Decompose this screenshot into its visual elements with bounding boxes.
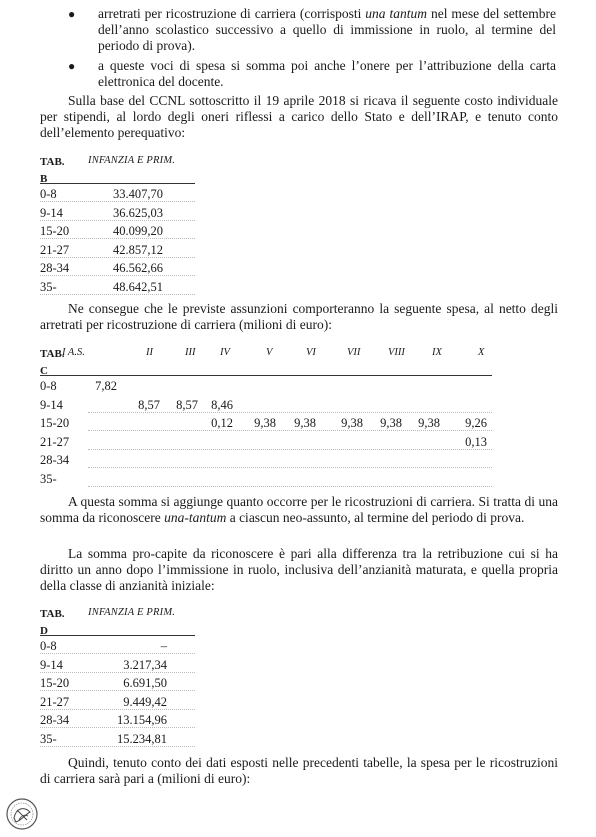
column-header: VIII bbox=[388, 347, 405, 358]
cell-value: 9,38 bbox=[254, 416, 276, 431]
table-row bbox=[40, 223, 195, 241]
table-row bbox=[40, 434, 492, 452]
row-dotted-rule bbox=[40, 746, 195, 747]
column-header: VI bbox=[306, 347, 316, 358]
table-header: TAB. INFANZIA E PRIM. B bbox=[40, 155, 176, 185]
table-row bbox=[40, 675, 195, 693]
table-row bbox=[40, 638, 195, 656]
cell-value: 9,38 bbox=[294, 416, 316, 431]
row-label: 15-20 bbox=[40, 224, 70, 239]
row-dotted-rule bbox=[88, 486, 492, 487]
row-label: 9-14 bbox=[40, 397, 63, 412]
cell-value: 6.691,50 bbox=[123, 676, 167, 691]
row-dotted-rule bbox=[40, 727, 195, 728]
cell-value: 36.625,03 bbox=[113, 205, 163, 220]
table-row bbox=[40, 279, 195, 297]
cell-value: 48.642,51 bbox=[113, 280, 163, 294]
row-dotted-rule bbox=[40, 238, 195, 239]
row-dotted-rule bbox=[40, 294, 195, 295]
cell-value: 13.154,96 bbox=[117, 713, 167, 728]
table-row bbox=[40, 378, 492, 396]
table-row bbox=[40, 657, 195, 675]
row-dotted-rule bbox=[40, 257, 195, 258]
table-row bbox=[40, 397, 492, 415]
table-rule bbox=[40, 375, 492, 376]
table-header: TAB. INFANZIA E PRIM. D bbox=[40, 607, 176, 637]
row-label: 28-34 bbox=[40, 713, 70, 728]
column-header: I A.S. bbox=[62, 347, 85, 358]
row-dotted-rule bbox=[40, 672, 195, 673]
cell-value: 33.407,70 bbox=[113, 187, 163, 201]
row-label: 0-8 bbox=[40, 187, 57, 201]
row-label: 21-27 bbox=[40, 434, 70, 449]
row-dotted-rule bbox=[40, 690, 195, 691]
bullet-icon: ● bbox=[68, 7, 76, 21]
bullet-text: arretrati per ricostruzione di carriera (corrisposti una tantum nel mese del settembre dell’anno scolastico successivo a quello di immissione in ruolo, al termine del periodo di prova). bbox=[98, 6, 556, 53]
cell-value: 9,38 bbox=[341, 416, 363, 431]
row-dotted-rule bbox=[40, 220, 195, 221]
table-row bbox=[40, 694, 195, 712]
row-label: 28-34 bbox=[40, 453, 70, 468]
row-dotted-rule bbox=[40, 275, 195, 276]
row-label: 21-27 bbox=[40, 242, 70, 257]
cell-value: 9,26 bbox=[465, 416, 487, 431]
row-dotted-rule bbox=[88, 430, 492, 431]
table-rule bbox=[40, 635, 195, 636]
column-header: II bbox=[146, 347, 153, 358]
paragraph-spesa-assunzioni: Ne consegue che le previste assunzioni comporteranno la seguente spesa, al netto degli arretrati per ricostruzione di carriera (milioni di euro): bbox=[40, 301, 558, 332]
cell-value: 8,46 bbox=[211, 397, 233, 412]
row-label: 35- bbox=[40, 280, 57, 294]
cell-value: – bbox=[160, 639, 167, 653]
row-label: 35- bbox=[40, 732, 57, 746]
table-row bbox=[40, 242, 195, 260]
bullet-text: a queste voci di spesa si somma poi anche l’onere per l’attribuzione della carta elettronica del docente. bbox=[98, 58, 556, 89]
cell-value: 7,82 bbox=[95, 379, 117, 393]
column-header: III bbox=[185, 347, 196, 358]
cell-value: 40.099,20 bbox=[113, 224, 163, 239]
row-label: 9-14 bbox=[40, 657, 63, 672]
row-dotted-rule bbox=[88, 412, 492, 413]
paragraph-ricostruzioni: A questa somma si aggiunge quanto occorre per le ricostruzioni di carriera. Si tratta di una somma da riconoscere una-tantum a ciascun neo-assunto, al termine del periodo di prova. bbox=[40, 494, 558, 525]
cell-value: 15.234,81 bbox=[117, 732, 167, 746]
cell-value: 0,13 bbox=[465, 434, 487, 449]
row-label: 9-14 bbox=[40, 205, 63, 220]
row-dotted-rule bbox=[40, 653, 195, 654]
row-dotted-rule bbox=[88, 467, 492, 468]
paragraph-spesa-ricostruzioni: Quindi, tenuto conto dei dati esposti nelle precedenti tabelle, la spesa per le ricostruzioni di carriera sarà pari a (milioni di euro): bbox=[40, 755, 558, 786]
paragraph-somma-procapite: La somma pro-capite da riconoscere è pari alla differenza tra la retribuzione cui si ha diritto un anno dopo l’immissione in ruolo, inclusiva dell’anzianità maturata, e quella propria della classe di anzianità iniziale: bbox=[40, 546, 558, 593]
column-header: VII bbox=[347, 347, 361, 358]
table-row bbox=[40, 260, 195, 278]
column-header: IV bbox=[220, 347, 230, 358]
cell-value: 0,12 bbox=[211, 416, 233, 431]
row-label: 15-20 bbox=[40, 416, 70, 431]
cell-value: 8,57 bbox=[138, 397, 160, 412]
paragraph-costo-individuale: Sulla base del CCNL sottoscritto il 19 aprile 2018 si ricava il seguente costo individuale per stipendi, al lordo degli oneri riflessi a carico dello Stato e dell’IRAP, e tenuto conto dell’elemento perequativo: bbox=[40, 93, 558, 140]
table-row bbox=[40, 415, 492, 433]
row-label: 28-34 bbox=[40, 261, 70, 276]
table-row bbox=[40, 471, 492, 489]
official-stamp-icon bbox=[4, 796, 40, 832]
cell-value: 8,57 bbox=[176, 397, 198, 412]
row-label: 21-27 bbox=[40, 694, 70, 709]
row-dotted-rule bbox=[40, 709, 195, 710]
row-label: 0-8 bbox=[40, 639, 57, 653]
column-header: V bbox=[266, 347, 273, 358]
table-row bbox=[40, 452, 492, 470]
row-dotted-rule bbox=[40, 201, 195, 202]
table-rule bbox=[40, 183, 195, 184]
row-label: 15-20 bbox=[40, 676, 70, 691]
cell-value: 46.562,66 bbox=[113, 261, 163, 276]
row-dotted-rule bbox=[88, 449, 492, 450]
row-label: 35- bbox=[40, 472, 57, 486]
table-row bbox=[40, 205, 195, 223]
row-label: 0-8 bbox=[40, 379, 57, 393]
bullet-icon: ● bbox=[68, 59, 76, 73]
column-header: X bbox=[478, 347, 485, 358]
cell-value: 42.857,12 bbox=[113, 242, 163, 257]
cell-value: 9.449,42 bbox=[123, 694, 167, 709]
table-row bbox=[40, 731, 195, 749]
table-row bbox=[40, 712, 195, 730]
cell-value: 9,38 bbox=[380, 416, 402, 431]
cell-value: 9,38 bbox=[418, 416, 440, 431]
table-row bbox=[40, 186, 195, 204]
table-header: TAB. C bbox=[40, 348, 65, 377]
cell-value: 3.217,34 bbox=[123, 657, 167, 672]
column-header: IX bbox=[432, 347, 442, 358]
